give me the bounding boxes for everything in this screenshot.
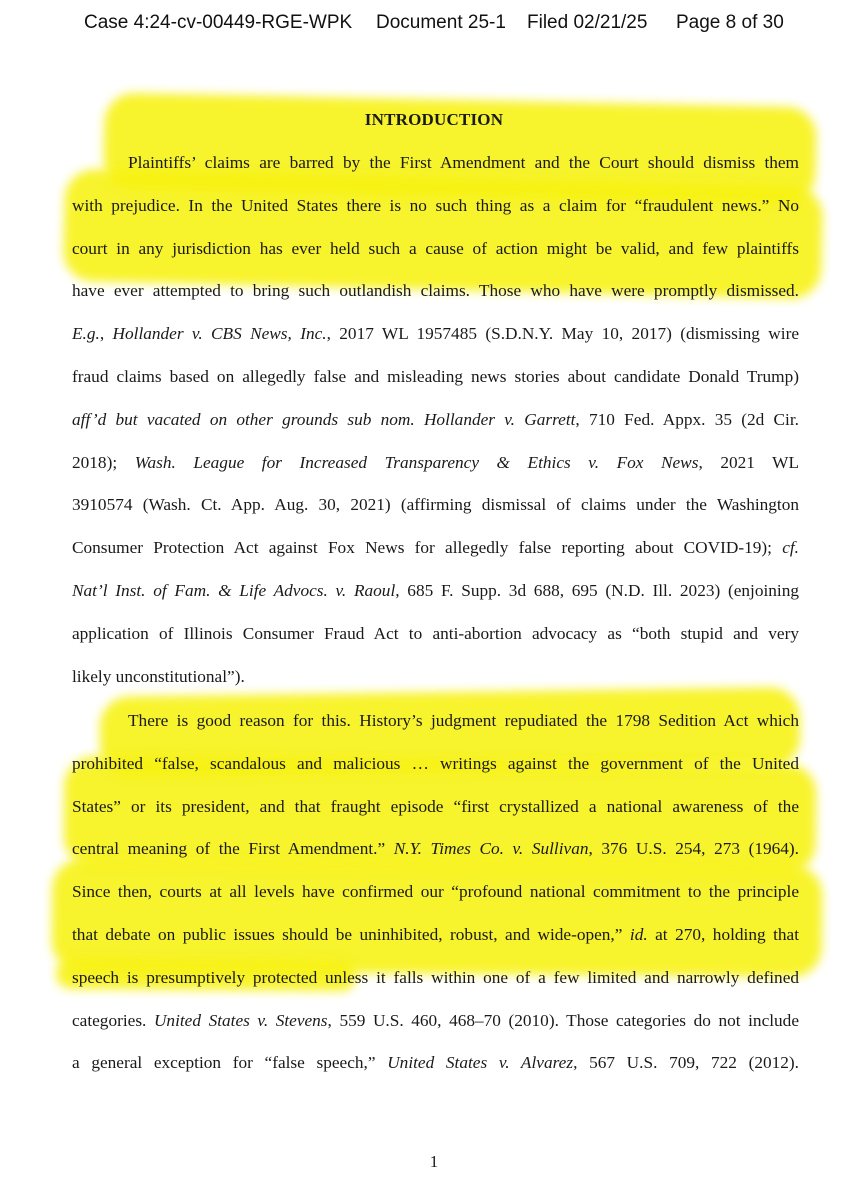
page-number: 1: [429, 1152, 439, 1171]
text-line: [72, 656, 799, 699]
body-text: Consumer Protection Act against Fox News for allegedly false reporting about COVID-19);: [72, 538, 783, 558]
text-line: [72, 828, 799, 871]
body-text: , 685 F. Supp. 3d 688, 695 (N.D. Ill. 2023) (enjoining: [395, 580, 799, 600]
page-indicator: Page 8 of 30: [676, 12, 784, 33]
document-number: Document 25-1: [376, 12, 506, 33]
text-line: [72, 700, 799, 743]
citation-text: Wash. League for Increased Transparency & Ethics v. Fox News: [134, 452, 699, 472]
paragraph-2: [72, 700, 799, 1085]
citation-text: Hollander v. CBS News, Inc.: [112, 324, 327, 344]
body-text: , 2017 WL 1957485 (S.D.N.Y. May 10, 2017) (dismissing wire: [326, 324, 799, 344]
body-text: prohibited “false, scandalous and malicious … writings against the government of the United: [72, 753, 799, 773]
body-text: Since then, courts at all levels have confirmed our “profound national commitment to the principle: [72, 882, 799, 902]
text-line: [72, 185, 799, 228]
text-line: [72, 613, 799, 656]
body-text: , 2021 WL: [698, 452, 800, 472]
body-text: categories.: [72, 1010, 154, 1030]
case-number: Case 4:24-cv-00449-RGE-WPK: [84, 12, 353, 33]
text-line: [72, 786, 799, 829]
text-line: [72, 527, 799, 570]
body-text: , 376 U.S. 254, 273 (1964).: [588, 839, 799, 859]
text-line: [72, 570, 799, 613]
body-text: 3910574 (Wash. Ct. App. Aug. 30, 2021) (affirming dismissal of claims under the Washington: [72, 495, 799, 515]
paragraph-1: [72, 142, 799, 698]
text-line: [72, 914, 799, 957]
section-title: INTRODUCTION: [364, 110, 504, 129]
text-line: [72, 399, 799, 442]
citation-text: United States v. Stevens: [153, 1010, 328, 1030]
body-text: likely unconstitutional”).: [72, 666, 245, 686]
citation-text: id.: [629, 924, 648, 944]
body-text: that debate on public issues should be uninhibited, robust, and wide-open,”: [72, 924, 630, 944]
body-text: , 710 Fed. Appx. 35 (2d Cir.: [575, 409, 799, 429]
citation-text: Nat’l Inst. of Fam. & Life Advocs. v. Raoul: [72, 580, 396, 600]
text-line: [72, 957, 799, 1000]
citation-text: cf.: [782, 538, 799, 558]
body-text: court in any jurisdiction has ever held such a cause of action might be valid, and few plaintiffs: [72, 238, 799, 258]
body-text: fraud claims based on allegedly false and misleading news stories about candidate Donald Trump): [72, 366, 799, 386]
text-line: [72, 313, 799, 356]
citation-text: aff’d but vacated on other grounds sub nom. Hollander v. Garrett: [72, 409, 576, 429]
text-line: [72, 1000, 799, 1043]
text-line: [72, 228, 799, 271]
text-line: [72, 871, 799, 914]
text-line: [72, 743, 799, 786]
citation-text: United States v. Alvarez: [387, 1053, 574, 1073]
body-text: with prejudice. In the United States there is no such thing as a claim for “fraudulent news.” No: [72, 195, 799, 215]
body-text: central meaning of the First Amendment.”: [72, 839, 394, 859]
body-text: ,: [99, 324, 113, 344]
body-text: at 270, holding that: [647, 924, 800, 944]
filed-date: Filed 02/21/25: [527, 12, 648, 33]
body-text: , 559 U.S. 460, 468–70 (2010). Those categories do not include: [327, 1010, 799, 1030]
text-line: [72, 484, 799, 527]
body-text: , 567 U.S. 709, 722 (2012).: [573, 1053, 799, 1073]
text-line: [72, 270, 799, 313]
body-text: 2018);: [72, 452, 135, 472]
body-text: a general exception for “false speech,”: [72, 1053, 388, 1073]
text-line: [72, 142, 799, 185]
text-line: [72, 1042, 799, 1085]
citation-text: E.g.: [72, 324, 100, 344]
body-text: have ever attempted to bring such outlandish claims. Those who have were promptly dismissed.: [72, 281, 799, 301]
body-text: Plaintiffs’ claims are barred by the First Amendment and the Court should dismiss them: [128, 153, 799, 172]
body-text: There is good reason for this. History’s judgment repudiated the 1798 Sedition Act which: [128, 711, 799, 730]
body-text: speech is presumptively protected unless it falls within one of a few limited and narrowly defined: [72, 967, 799, 987]
body-text: States” or its president, and that fraught episode “first crystallized a national awareness of the: [72, 796, 799, 816]
text-line: [72, 442, 799, 485]
citation-text: N.Y. Times Co. v. Sullivan: [393, 839, 589, 859]
text-line: [72, 356, 799, 399]
body-text: application of Illinois Consumer Fraud Act to anti-abortion advocacy as “both stupid and very: [72, 623, 799, 643]
